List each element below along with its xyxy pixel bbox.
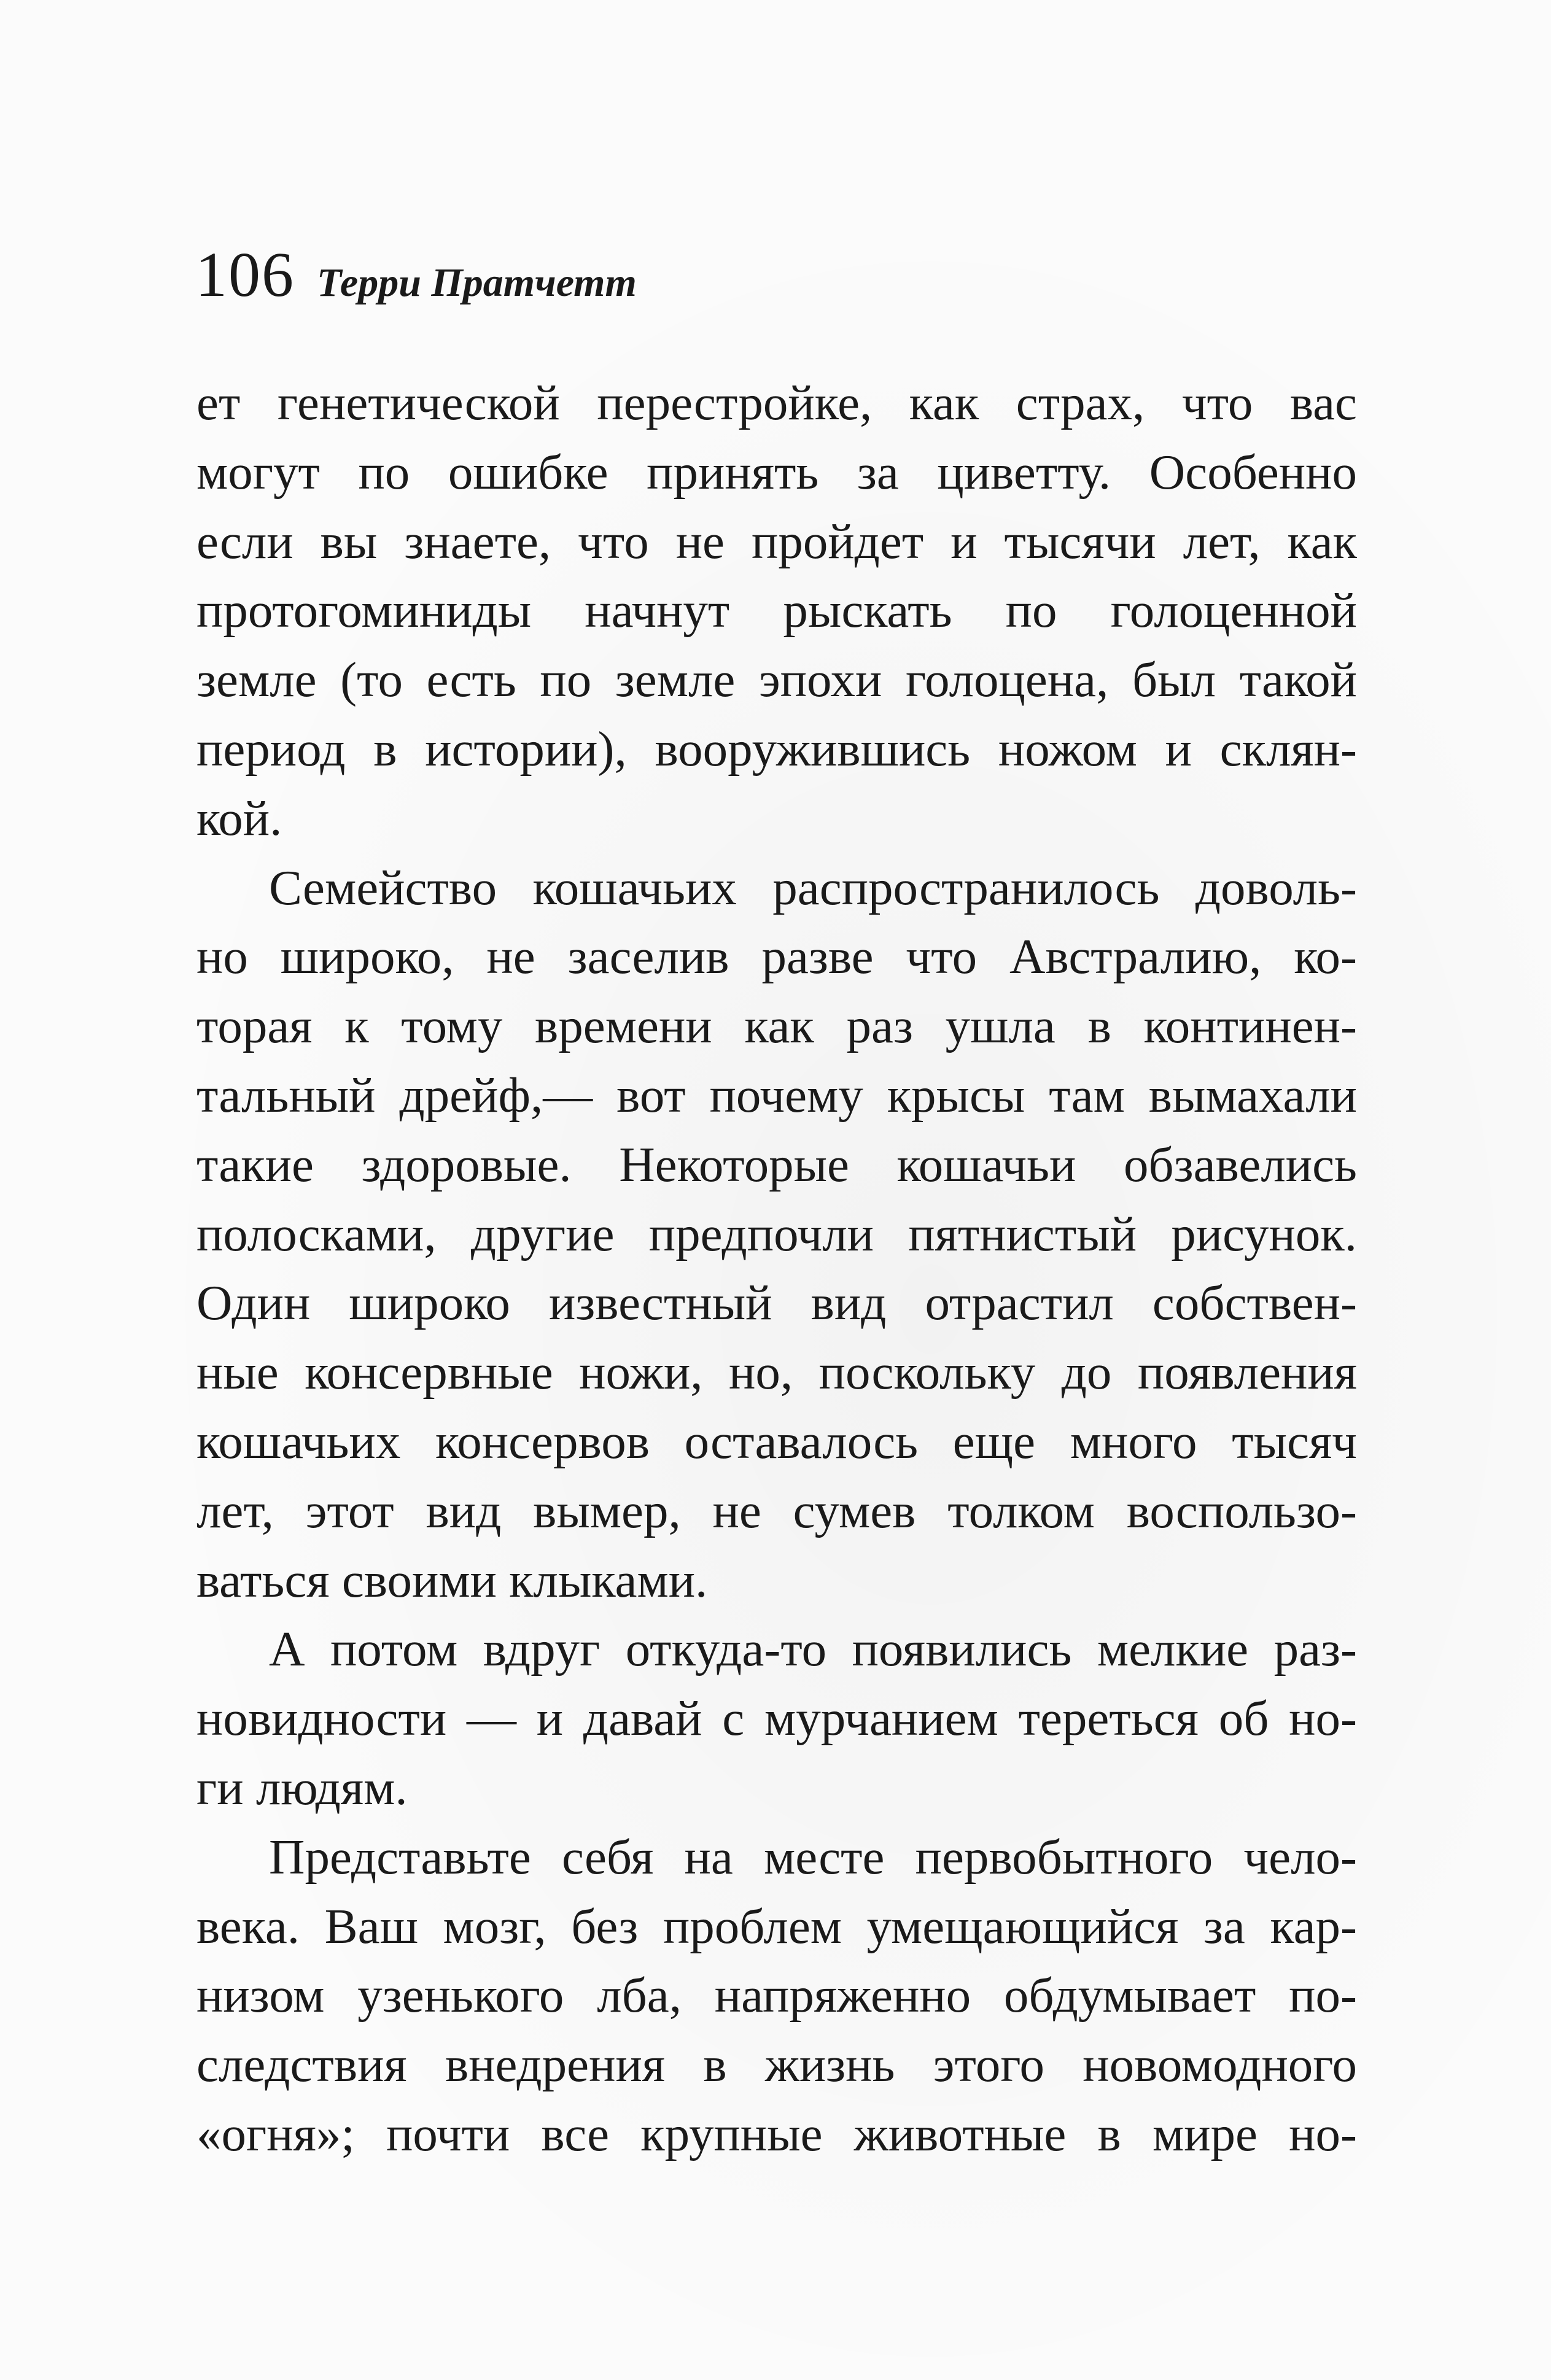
text-line: кошачьих консервов оставалось еще много тысяч	[196, 1413, 1357, 1469]
body-text	[196, 368, 1357, 2169]
page-number: 106	[195, 239, 295, 310]
text-line: низом узенького лба, напряженно обдумывает по-	[196, 1967, 1357, 2023]
text-line: ные консервные ножи, но, поскольку до появления	[196, 1344, 1357, 1400]
text-line: период в истории), вооружившись ножом и склян-	[196, 721, 1357, 777]
book-author: Терри Пратчетт	[317, 260, 637, 305]
text-line: протогоминиды начнут рыскать по голоценной	[196, 583, 1357, 638]
text-line: ваться своими клыками.	[196, 1552, 708, 1608]
text-line: могут по ошибке принять за циветту. Особенно	[196, 444, 1357, 500]
text-line: Один широко известный вид отрастил собствен-	[196, 1275, 1357, 1331]
text-line: но широко, не заселив разве что Австралию, ко-	[196, 929, 1357, 985]
text-line: кой.	[196, 790, 282, 846]
text-line: такие здоровые. Некоторые кошачьи обзавелись	[196, 1136, 1357, 1192]
text-line: если вы знаете, что не пройдет и тысячи лет, как	[196, 513, 1357, 569]
text-line: полосками, другие предпочли пятнистый рисунок.	[196, 1206, 1357, 1262]
text-line: лет, этот вид вымер, не сумев толком воспользо-	[196, 1483, 1357, 1538]
paragraph-first-line: Представьте себя на месте первобытного чело-	[269, 1829, 1357, 1885]
text-line: новидности — и давай с мурчанием тереться об но-	[196, 1691, 1357, 1746]
running-head	[195, 238, 637, 318]
text-line: «огня»; почти все крупные животные в мире но-	[196, 2106, 1357, 2161]
text-line: ги людям.	[196, 1759, 408, 1815]
text-line: тальный дрейф,— вот почему крысы там вымахали	[196, 1067, 1357, 1123]
text-line: торая к тому времени как раз ушла в континен-	[196, 998, 1357, 1054]
text-line: земле (то есть по земле эпохи голоцена, был такой	[196, 652, 1357, 708]
text-line: века. Ваш мозг, без проблем умещающийся за кар-	[196, 1898, 1357, 1954]
text-line: ет генетической перестройке, как страх, что вас	[196, 375, 1357, 430]
paragraph-first-line: Семейство кошачьих распространилось доволь-	[269, 859, 1357, 915]
text-line: следствия внедрения в жизнь этого новомодного	[196, 2037, 1357, 2093]
paragraph-first-line: А потом вдруг откуда-то появились мелкие раз-	[269, 1621, 1357, 1677]
